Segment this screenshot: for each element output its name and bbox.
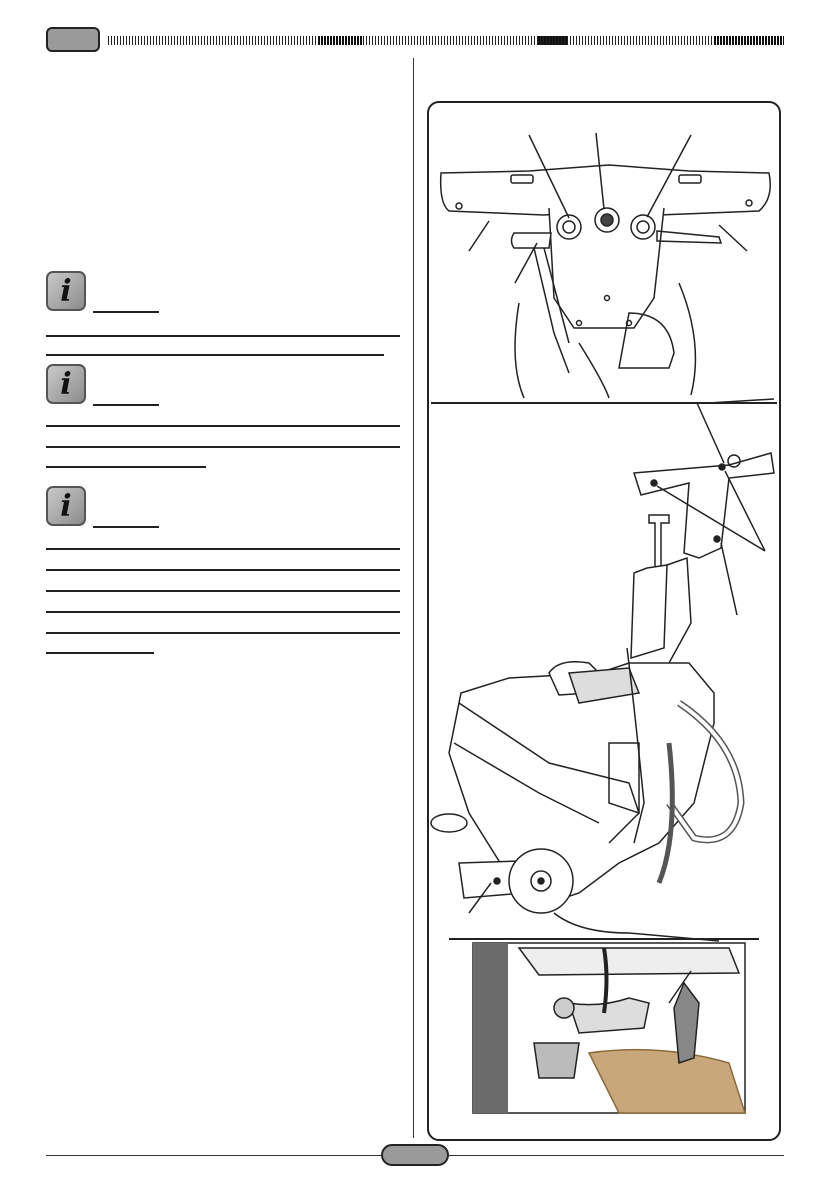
text-line xyxy=(46,611,400,613)
figure-frame xyxy=(427,101,781,1141)
text-line xyxy=(46,548,400,550)
note-label-underline xyxy=(93,311,159,313)
header-rule xyxy=(108,36,784,45)
language-tab xyxy=(46,27,100,52)
page-number-badge xyxy=(381,1144,449,1166)
text-line xyxy=(46,652,154,654)
handlebar-detail xyxy=(441,133,771,398)
text-line xyxy=(46,446,400,448)
text-line xyxy=(46,466,206,468)
text-line xyxy=(46,335,400,337)
text-line xyxy=(46,354,384,356)
machine-illustration xyxy=(429,103,779,1139)
text-line xyxy=(46,632,400,634)
text-line xyxy=(46,569,400,571)
note-label-underline xyxy=(93,404,159,406)
text-line xyxy=(46,590,400,592)
underside-detail xyxy=(473,943,745,1113)
info-icon: i xyxy=(46,486,86,526)
text-line xyxy=(46,425,400,427)
column-divider xyxy=(413,58,414,1138)
machine-body xyxy=(431,453,774,941)
info-icon: i xyxy=(46,364,86,404)
note-label-underline xyxy=(93,526,159,528)
info-icon: i xyxy=(46,271,86,311)
